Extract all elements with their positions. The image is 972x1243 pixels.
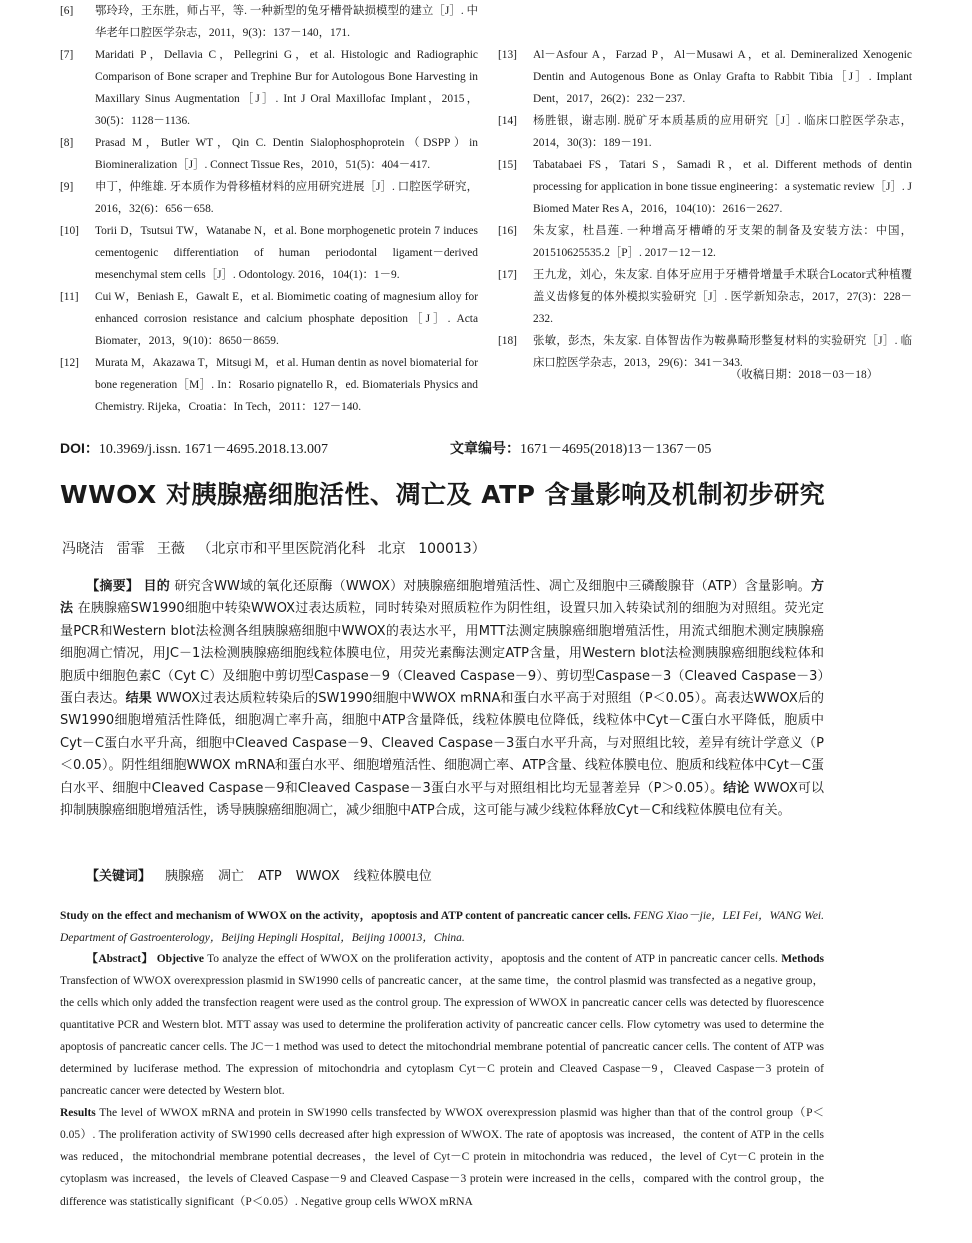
references-right-column xyxy=(498,44,912,374)
keyword: WWOX xyxy=(295,869,340,884)
en-results-text: The level of WWOX mRNA and protein in SW1990 cells transfected by WWOX overexpression plasmid was higher than that of the control group（P＜0.05）. The proliferation activity of SW1990 cells decreased after high expression of WWOX. The rate of apoptosis was increased，the content of ATP in the cells was reduced，the mitochondrial membrane potential decreases，the level of Cyt－C protein in mitochondria was reduced，the level of Cyt－C protein in the cytoplasm was increased，the levels of Cleaved Caspase－9 and Cleaved Caspase－3 protein were increased in the cells，compared with the control group，the difference was statistically significant（P＜0.05）. Negative group cells WWOX mRNA xyxy=(60,1107,824,1208)
reference-number: [8] xyxy=(60,137,74,149)
keywords-label: 【关键词】 xyxy=(86,869,152,884)
conclusion-label: 结论 xyxy=(723,780,750,796)
keyword: 线粒体膜电位 xyxy=(353,869,432,884)
reference-number: [9] xyxy=(60,181,74,193)
reference-text: 鄂玲玲，王东胜，师占平，等. 一种新型的兔牙槽骨缺损模型的建立［J］. 中华老年口腔医学杂志，2011，9(3)：137－140，171. xyxy=(95,5,478,39)
en-results-label: Results xyxy=(60,1107,96,1120)
reference-text: Al－Asfour A，Farzad P，Al－Musawi A，et al. Demineralized Xenogenic Dentin and Autogenous Bone as Onlay Grafta to Rabbit Tibia［J］. Implant Dent，2017，26(2)：232－237. xyxy=(533,49,912,105)
reference-text: Tabatabaei FS，Tatari S，Samadi R，et al. Different methods of dentin processing for application in bone tissue engineering：a systematic review［J］. J Biomed Mater Res A，2016，104(10)：2616－2627. xyxy=(533,159,912,215)
article-number-label: 文章编号： xyxy=(450,441,520,457)
english-abstract xyxy=(60,948,824,1213)
reference-entry xyxy=(60,352,478,418)
doi xyxy=(60,438,328,458)
authors-affiliation: 冯晓洁 雷霏 王薇 （北京市和平里医院消化科 北京 100013） xyxy=(62,541,486,557)
en-methods-label: Methods xyxy=(781,953,825,965)
reference-number: [15] xyxy=(498,159,517,171)
reference-entry xyxy=(60,176,478,220)
article-number-value: 1671－4695(2018)13－1367－05 xyxy=(520,442,712,457)
reference-text: 杨胜银，谢志刚. 脱矿牙本质基质的应用研究［J］. 临床口腔医学杂志，2014，30(3)：189－191. xyxy=(533,115,912,149)
en-objective-text: To analyze the effect of WWOX on the proliferation activity，apoptosis and the content of ATP in pancreatic cancer cells. xyxy=(207,953,778,965)
reference-number: [13] xyxy=(498,49,517,61)
article-title: WWOX 对胰腺癌细胞活性、凋亡及 ATP 含量影响及机制初步研究 xyxy=(60,480,826,509)
reference-number: [12] xyxy=(60,357,79,369)
reference-text: 王九龙，刘心，朱友家. 自体牙应用于牙槽骨增量手术联合Locator式种植覆盖义齿修复的体外模拟实验研究［J］. 医学新知杂志，2017，27(3)：228－232. xyxy=(533,269,912,325)
reference-text: Prasad M，Butler WT，Qin C. Dentin Sialophosphoprotein（DSPP）in Biomineralization［J］. Connect Tissue Res，2010，51(5)：404－417. xyxy=(95,137,478,171)
chinese-abstract xyxy=(60,576,824,822)
results-label: 结果 xyxy=(125,691,152,707)
reference-text: Maridati P，Dellavia C，Pellegrini G，et al. Histologic and Radiographic Comparison of Bone scraper and Trephine Bur for Autologous Bone Harvesting in Maxillary Sinus Augmentation［J］. Int J Oral Maxillofac Implant，2015，30(5)：1128－1136. xyxy=(95,49,478,127)
chinese-keywords xyxy=(60,866,824,888)
references-left-column xyxy=(60,0,478,418)
reference-entry xyxy=(498,264,912,330)
reference-text: Torii D，Tsutsui TW，Watanabe N，et al. Bone morphogenetic protein 7 induces cementogenic differentiation of human periodontal ligament－derived mesenchymal stem cells［J］. Odontology. 2016，104(1)：1－9. xyxy=(95,225,478,281)
results-text: WWOX过表达质粒转染后的SW1990细胞中WWOX mRNA和蛋白水平高于对照组（P＜0.05）。高表达WWOX后的SW1990细胞增殖活性降低，细胞凋亡率升高，细胞中ATP含量降低，线粒体膜电位降低，线粒体中Cyt－C蛋白水平降低，胞质中Cyt－C蛋白水平升高，细胞中Cleaved Caspase－9、Cleaved Caspase－3蛋白水平升高，与对照组比较，差异有统计学意义（P＜0.05）。阴性组细胞WWOX mRNA和蛋白水平、细胞增殖活性、细胞凋亡率、ATP含量、线粒体膜电位、胞质和线粒体中Cyt－C蛋白水平、细胞中Cleaved Caspase－9和Cleaved Caspase－3蛋白水平与对照组相比均无显著差异（P＞0.05）。 xyxy=(60,691,824,796)
reference-number: [14] xyxy=(498,115,517,127)
objective-label: 目的 xyxy=(143,579,171,594)
reference-text: Murata M，Akazawa T，Mitsugi M，et al. Human dentin as novel biomaterial for bone regeneration［M］. In：Rosario pignatello R，ed. Biomaterials Physics and Chemistry. Rijeka，Croatia：In Tech，2011：127－140. xyxy=(95,357,478,413)
methods-label: 方法 xyxy=(60,579,824,617)
abstract-label: 【摘要】 xyxy=(86,579,140,594)
reference-entry xyxy=(60,132,478,176)
keyword: 胰腺癌 xyxy=(165,869,205,884)
reference-entry xyxy=(60,0,478,44)
received-date: （收稿日期：2018－03－18） xyxy=(730,369,879,381)
reference-number: [6] xyxy=(60,5,74,17)
article-number xyxy=(450,438,711,458)
reference-number: [18] xyxy=(498,335,517,347)
reference-entry xyxy=(60,44,478,132)
reference-entry xyxy=(60,220,478,286)
keyword: ATP xyxy=(258,869,282,884)
reference-entry xyxy=(498,220,912,264)
reference-text: 张敏，彭杰，朱友家. 自体智齿作为鞍鼻畸形整复材料的实验研究［J］. 临床口腔医学杂志，2013，29(6)：341－343. xyxy=(533,335,912,369)
doi-value: 10.3969/j.issn. 1671－4695.2018.13.007 xyxy=(98,442,328,457)
reference-number: [10] xyxy=(60,225,79,237)
methods-text: 在胰腺癌SW1990细胞中转染WWOX过表达质粒，同时转染对照质粒作为阴性组，设置只加入转染试剂的细胞为对照组。荧光定量PCR和Western blot法检测各组胰腺癌细胞中WWOX的表达水平，用MTT法测定胰腺癌细胞增殖活性，用流式细胞术测定胰腺癌细胞凋亡情况，用JC－1法检测胰腺癌细胞线粒体膜电位，用荧光素酶法测定ATP含量，用Western blot法检测胰腺癌细胞线粒体和胞质中细胞色素C（Cyt C）及细胞中剪切型Caspase－9（Cleaved Caspase－9）、剪切型Caspase－3（Cleaved Caspase－3）蛋白表达。 xyxy=(60,601,824,707)
reference-number: [7] xyxy=(60,49,74,61)
en-objective-label: Objective xyxy=(156,953,204,965)
doi-line xyxy=(60,438,920,460)
en-abstract-label: 【Abstract】 xyxy=(86,953,154,965)
english-title-block xyxy=(60,905,824,949)
keyword: 凋亡 xyxy=(218,869,245,884)
english-title: Study on the effect and mechanism of WWOX on the activity，apoptosis and ATP content of pancreatic cancer cells. xyxy=(60,910,631,922)
objective-text: 研究含WW域的氧化还原酶（WWOX）对胰腺癌细胞增殖活性、凋亡及细胞中三磷酸腺苷（ATP）含量影响。 xyxy=(174,579,811,594)
doi-label: DOI： xyxy=(60,440,99,456)
english-authors-affiliation: FENG Xiao－jie，LEI Fei，WANG Wei. Department of Gastroenterology，Beijing Hepingli Hospital，Beijing 100013，China. xyxy=(60,910,825,944)
reference-text: 朱友家，杜昌莲. 一种增高牙槽嵴的牙支架的制备及安装方法：中国，201510625535.2［P］. 2017－12－12. xyxy=(533,225,912,259)
reference-number: [17] xyxy=(498,269,517,281)
reference-number: [16] xyxy=(498,225,517,237)
reference-entry xyxy=(498,44,912,110)
en-methods-text: Transfection of WWOX overexpression plasmid in SW1990 cells of pancreatic cancer，at the same time，the control plasmid was transfected as a negative group，the cells which only added the transfection reagent were used as the control group. The expression of WWOX in pancreatic cancer cells was detected by fluorescence quantitative PCR and Western blot. MTT assay was used to determine the proliferation activity of pancreatic cancer cells. Flow cytometry was used to determine the apoptosis of pancreatic cancer cells. The JC－1 method was used to detect the mitochondrial membrane potential of pancreatic cancer cells. The content of ATP was determined by luciferase method. The expression of mitochondria and cytoplasm Cyt－C protein and Cleaved Caspase－9，Cleaved Caspase－3 protein of pancreatic cancer were detected by Western blot. xyxy=(60,975,824,1098)
reference-entry xyxy=(498,154,912,220)
reference-text: Cui W，Beniash E，Gawalt E，et al. Biomimetic coating of magnesium alloy for enhanced corrosion resistance and calcium phosphate deposition［J］. Acta Biomater，2013，9(10)：8650－8659. xyxy=(95,291,478,347)
reference-entry xyxy=(498,110,912,154)
reference-entry xyxy=(60,286,478,352)
conclusion-text: WWOX可以抑制胰腺癌细胞增殖活性，诱导胰腺癌细胞凋亡，减少细胞中ATP合成，这可能与减少线粒体释放Cyt－C和线粒体膜电位有关。 xyxy=(60,780,824,819)
reference-number: [11] xyxy=(60,291,79,303)
reference-text: 申丁，仲维雄. 牙本质作为骨移植材料的应用研究进展［J］. 口腔医学研究，2016，32(6)：656－658. xyxy=(95,181,478,215)
